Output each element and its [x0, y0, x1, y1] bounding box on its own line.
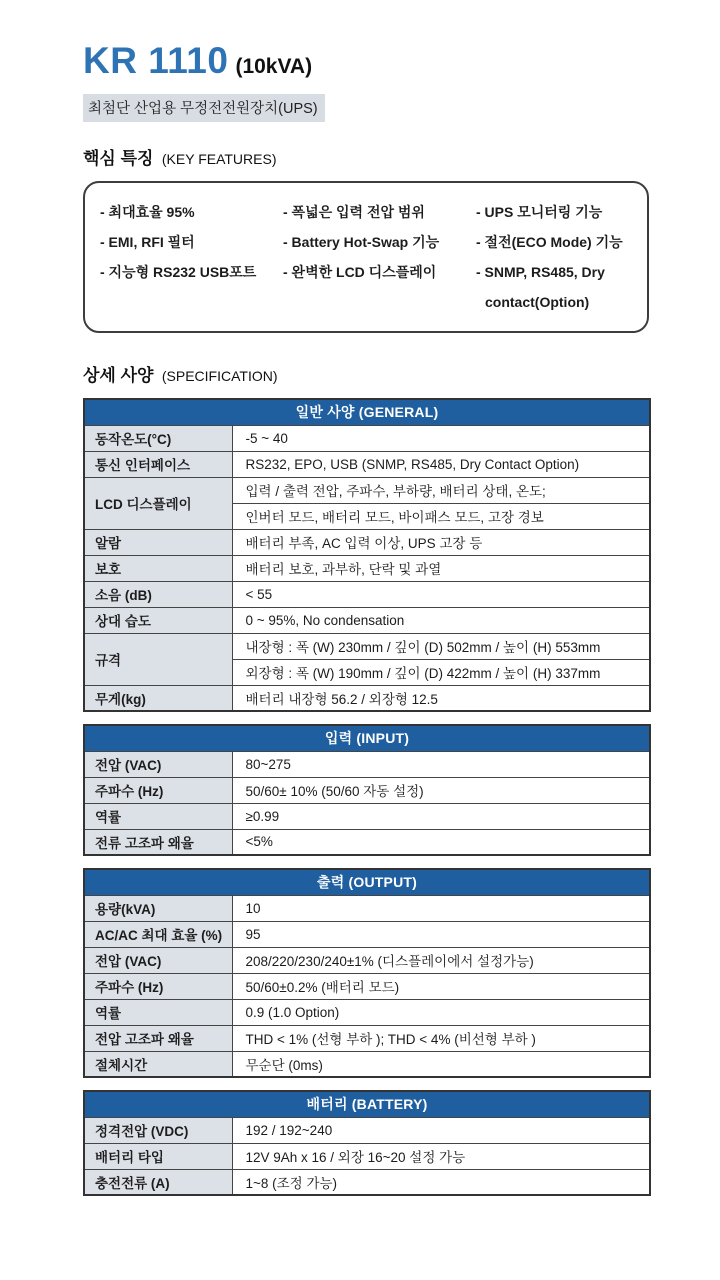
- table-header-row: [84, 869, 650, 895]
- table-row: [84, 751, 650, 777]
- table-row: [84, 973, 650, 999]
- row-value: 배터리 보호, 과부하, 단락 및 과열: [232, 555, 650, 581]
- table-row: [84, 921, 650, 947]
- row-label: AC/AC 최대 효율 (%): [84, 921, 232, 947]
- table-row: [84, 607, 650, 633]
- table-row: [84, 1143, 650, 1169]
- page-title: [83, 40, 649, 82]
- specification-heading-en: (SPECIFICATION): [161, 368, 278, 384]
- row-value: 50/60±0.2% (배터리 모드): [232, 973, 650, 999]
- features-heading-ko: 핵심 특징: [83, 149, 154, 168]
- row-label: 주파수 (Hz): [84, 777, 232, 803]
- spec-table: [83, 1090, 651, 1196]
- feature-item: - 폭넓은 입력 전압 범위: [283, 204, 425, 220]
- row-value: 1~8 (조정 가능): [232, 1169, 650, 1195]
- feature-item: - Battery Hot-Swap 기능: [283, 234, 440, 250]
- table-row: [84, 1025, 650, 1051]
- row-value: 10: [232, 895, 650, 921]
- row-value: 인버터 모드, 배터리 모드, 바이패스 모드, 고장 경보: [232, 503, 650, 529]
- row-value: 0.9 (1.0 Option): [232, 999, 650, 1025]
- table-row: [84, 685, 650, 711]
- page-content: [83, 40, 649, 1196]
- row-value: 12V 9Ah x 16 / 외장 16~20 설정 가능: [232, 1143, 650, 1169]
- row-value: 50/60± 10% (50/60 자동 설정): [232, 777, 650, 803]
- row-value: 입력 / 출력 전압, 주파수, 부하량, 배터리 상태, 온도;: [232, 477, 650, 503]
- feature-item: - 지능형 RS232 USB포트: [100, 264, 257, 280]
- row-label: 동작온도(°C): [84, 425, 232, 451]
- row-value: <5%: [232, 829, 650, 855]
- table-row: [84, 555, 650, 581]
- features-heading-en: (KEY FEATURES): [161, 151, 277, 167]
- row-value: 외장형 : 폭 (W) 190mm / 깊이 (D) 422mm / 높이 (H) 337mm: [232, 659, 650, 685]
- feature-item: - EMI, RFI 필터: [100, 234, 195, 250]
- table-row: [84, 777, 650, 803]
- spec-table: [83, 398, 651, 712]
- feature-item: - 절전(ECO Mode) 기능: [476, 234, 623, 250]
- table-section-header: 출력 (OUTPUT): [84, 869, 650, 895]
- table-section-header: 일반 사양 (GENERAL): [84, 399, 650, 425]
- table-row: [84, 425, 650, 451]
- table-section-header: 입력 (INPUT): [84, 725, 650, 751]
- row-label: 역률: [84, 999, 232, 1025]
- table-section-header: 배터리 (BATTERY): [84, 1091, 650, 1117]
- row-label: 전압 (VAC): [84, 947, 232, 973]
- row-label: 주파수 (Hz): [84, 973, 232, 999]
- row-label: 상대 습도: [84, 607, 232, 633]
- model-name: KR 1110: [83, 40, 229, 81]
- table-row: [84, 633, 650, 659]
- row-label: 배터리 타입: [84, 1143, 232, 1169]
- spec-table: [83, 868, 651, 1078]
- row-value: -5 ~ 40: [232, 425, 650, 451]
- feature-item: - 완벽한 LCD 디스플레이: [283, 264, 437, 280]
- row-value: 80~275: [232, 751, 650, 777]
- row-label: 통신 인터페이스: [84, 451, 232, 477]
- row-label: 소음 (dB): [84, 581, 232, 607]
- table-row: [84, 1169, 650, 1195]
- table-row: [84, 999, 650, 1025]
- key-features-box: [83, 181, 649, 333]
- row-label: 알람: [84, 529, 232, 555]
- row-label: 무게(kg): [84, 685, 232, 711]
- specification-heading: [83, 361, 649, 386]
- table-row: [84, 1117, 650, 1143]
- row-value: 192 / 192~240: [232, 1117, 650, 1143]
- row-label: 보호: [84, 555, 232, 581]
- row-value: ≥0.99: [232, 803, 650, 829]
- table-header-row: [84, 399, 650, 425]
- row-label: 전류 고조파 왜율: [84, 829, 232, 855]
- spec-tables-container: [83, 398, 649, 1196]
- row-value: 무순단 (0ms): [232, 1051, 650, 1077]
- feature-column: [100, 197, 283, 317]
- row-label: 절체시간: [84, 1051, 232, 1077]
- row-label: 역률: [84, 803, 232, 829]
- spec-table: [83, 724, 651, 856]
- row-value: THD < 1% (선형 부하 ); THD < 4% (비선형 부하 ): [232, 1025, 650, 1051]
- feature-item: - 최대효율 95%: [100, 204, 195, 220]
- table-row: [84, 477, 650, 503]
- row-value: 배터리 부족, AC 입력 이상, UPS 고장 등: [232, 529, 650, 555]
- row-value: 배터리 내장형 56.2 / 외장형 12.5: [232, 685, 650, 711]
- features-heading: [83, 144, 649, 169]
- row-label: 전압 (VAC): [84, 751, 232, 777]
- table-row: [84, 451, 650, 477]
- row-value: 0 ~ 95%, No condensation: [232, 607, 650, 633]
- product-subtitle: 최첨단 산업용 무정전전원장치(UPS): [83, 94, 325, 122]
- row-label: 충전전류 (A): [84, 1169, 232, 1195]
- table-row: [84, 1051, 650, 1077]
- table-header-row: [84, 1091, 650, 1117]
- table-header-row: [84, 725, 650, 751]
- row-value: < 55: [232, 581, 650, 607]
- table-row: [84, 947, 650, 973]
- row-value: 내장형 : 폭 (W) 230mm / 깊이 (D) 502mm / 높이 (H) 553mm: [232, 633, 650, 659]
- row-label: 정격전압 (VDC): [84, 1117, 232, 1143]
- feature-column: [283, 197, 476, 317]
- table-row: [84, 529, 650, 555]
- feature-item: - UPS 모니터링 기능: [476, 204, 603, 220]
- model-capacity: (10kVA): [235, 55, 313, 78]
- row-label: 용량(kVA): [84, 895, 232, 921]
- feature-item: - SNMP, RS485, Dry contact(Option): [476, 264, 605, 310]
- row-label: LCD 디스플레이: [84, 477, 232, 529]
- row-value: 208/220/230/240±1% (디스플레이에서 설정가능): [232, 947, 650, 973]
- row-value: 95: [232, 921, 650, 947]
- table-row: [84, 895, 650, 921]
- table-row: [84, 829, 650, 855]
- row-label: 규격: [84, 633, 232, 685]
- feature-column: [476, 197, 637, 317]
- table-row: [84, 581, 650, 607]
- specification-heading-ko: 상세 사양: [83, 366, 154, 385]
- row-label: 전압 고조파 왜율: [84, 1025, 232, 1051]
- row-value: RS232, EPO, USB (SNMP, RS485, Dry Contact Option): [232, 451, 650, 477]
- table-row: [84, 803, 650, 829]
